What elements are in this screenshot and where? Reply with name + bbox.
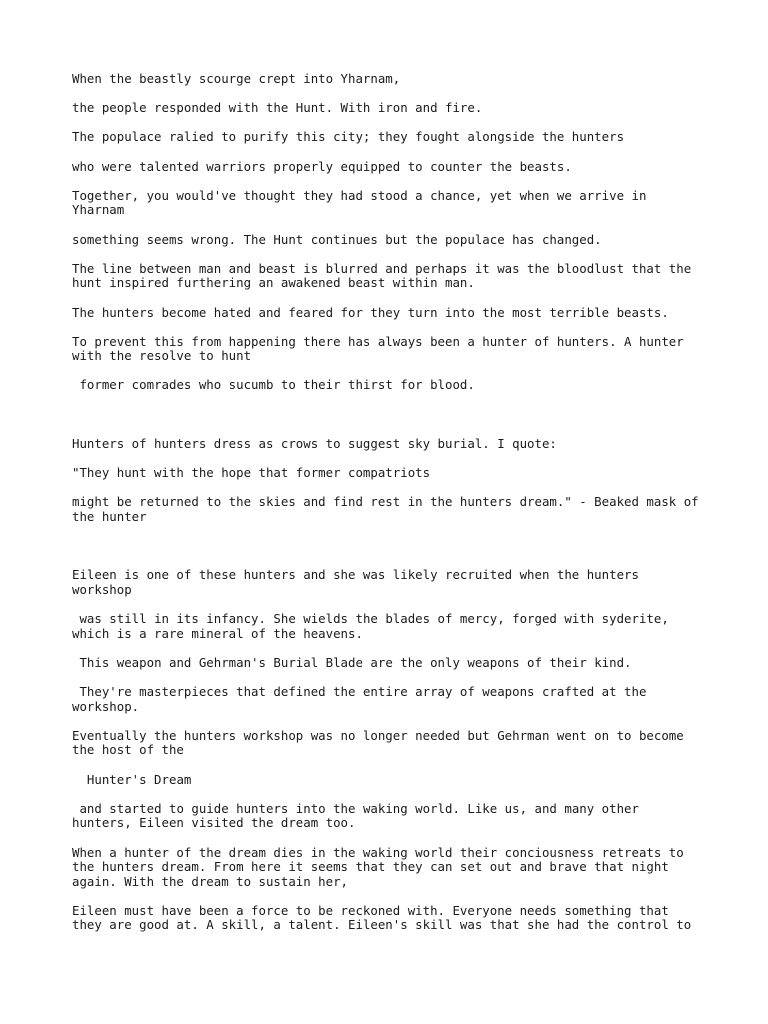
paragraph: The populace ralied to purify this city; they fought alongside the hunters (72, 129, 625, 145)
paragraph: The line between man and beast is blurred and perhaps it was the bloodlust that the hunt inspired furthering an awakened beast within man. (72, 260, 699, 291)
paragraph: Eileen must have been a force to be reckoned with. Everyone needs something that they are good at. A skill, a talent. Eileen's skill was that she had the control to (72, 902, 692, 933)
paragraph: might be returned to the skies and find rest in the hunters dream." - Beaked mask of the hunter (72, 494, 707, 524)
document-page (72, 71, 707, 933)
paragraph: This weapon and Gehrman's Burial Blade are the only weapons of their kind. (72, 654, 632, 670)
paragraph: When the beastly scourge crept into Yharnam, (72, 71, 401, 86)
paragraph: something seems wrong. The Hunt continues but the populace has changed. (72, 231, 602, 247)
paragraph: Together, you would've thought they had stood a chance, yet when we arrive in Yharnam (72, 187, 654, 218)
paragraph: "They hunt with the hope that former compatriots (72, 465, 431, 481)
paragraph: who were talented warriors properly equipped to counter the beasts. (72, 158, 572, 174)
paragraph: the people responded with the Hunt. With iron and fire. (72, 100, 483, 116)
paragraph: Hunters of hunters dress as crows to suggest sky burial. I quote: (72, 435, 557, 451)
paragraph: and started to guide hunters into the waking world. Like us, and many other hunters, Eileen visited the dream too. (72, 800, 647, 831)
paragraph: former comrades who sucumb to their thirst for blood. (72, 377, 475, 393)
paragraph: To prevent this from happening there has always been a hunter of hunters. A hunter with the resolve to hunt (72, 333, 692, 364)
paragraph: Eileen is one of these hunters and she was likely recruited when the hunters workshop (72, 567, 647, 597)
paragraph: They're masterpieces that defined the entire array of weapons crafted at the workshop. (72, 683, 654, 714)
paragraph: Eventually the hunters workshop was no longer needed but Gehrman went on to become the host of the (72, 727, 692, 758)
paragraph: Hunter's Dream (72, 771, 192, 787)
paragraph: When a hunter of the dream dies in the waking world their conciousness retreats to the hunters dream. From here it seems that they can set out and brave that night again. With the dream to sustain her, (72, 844, 692, 889)
paragraph: was still in its infancy. She wields the blades of mercy, forged with syderite, which is a rare mineral of the heavens. (72, 611, 677, 641)
paragraph: The hunters become hated and feared for they turn into the most terrible beasts. (72, 304, 669, 320)
